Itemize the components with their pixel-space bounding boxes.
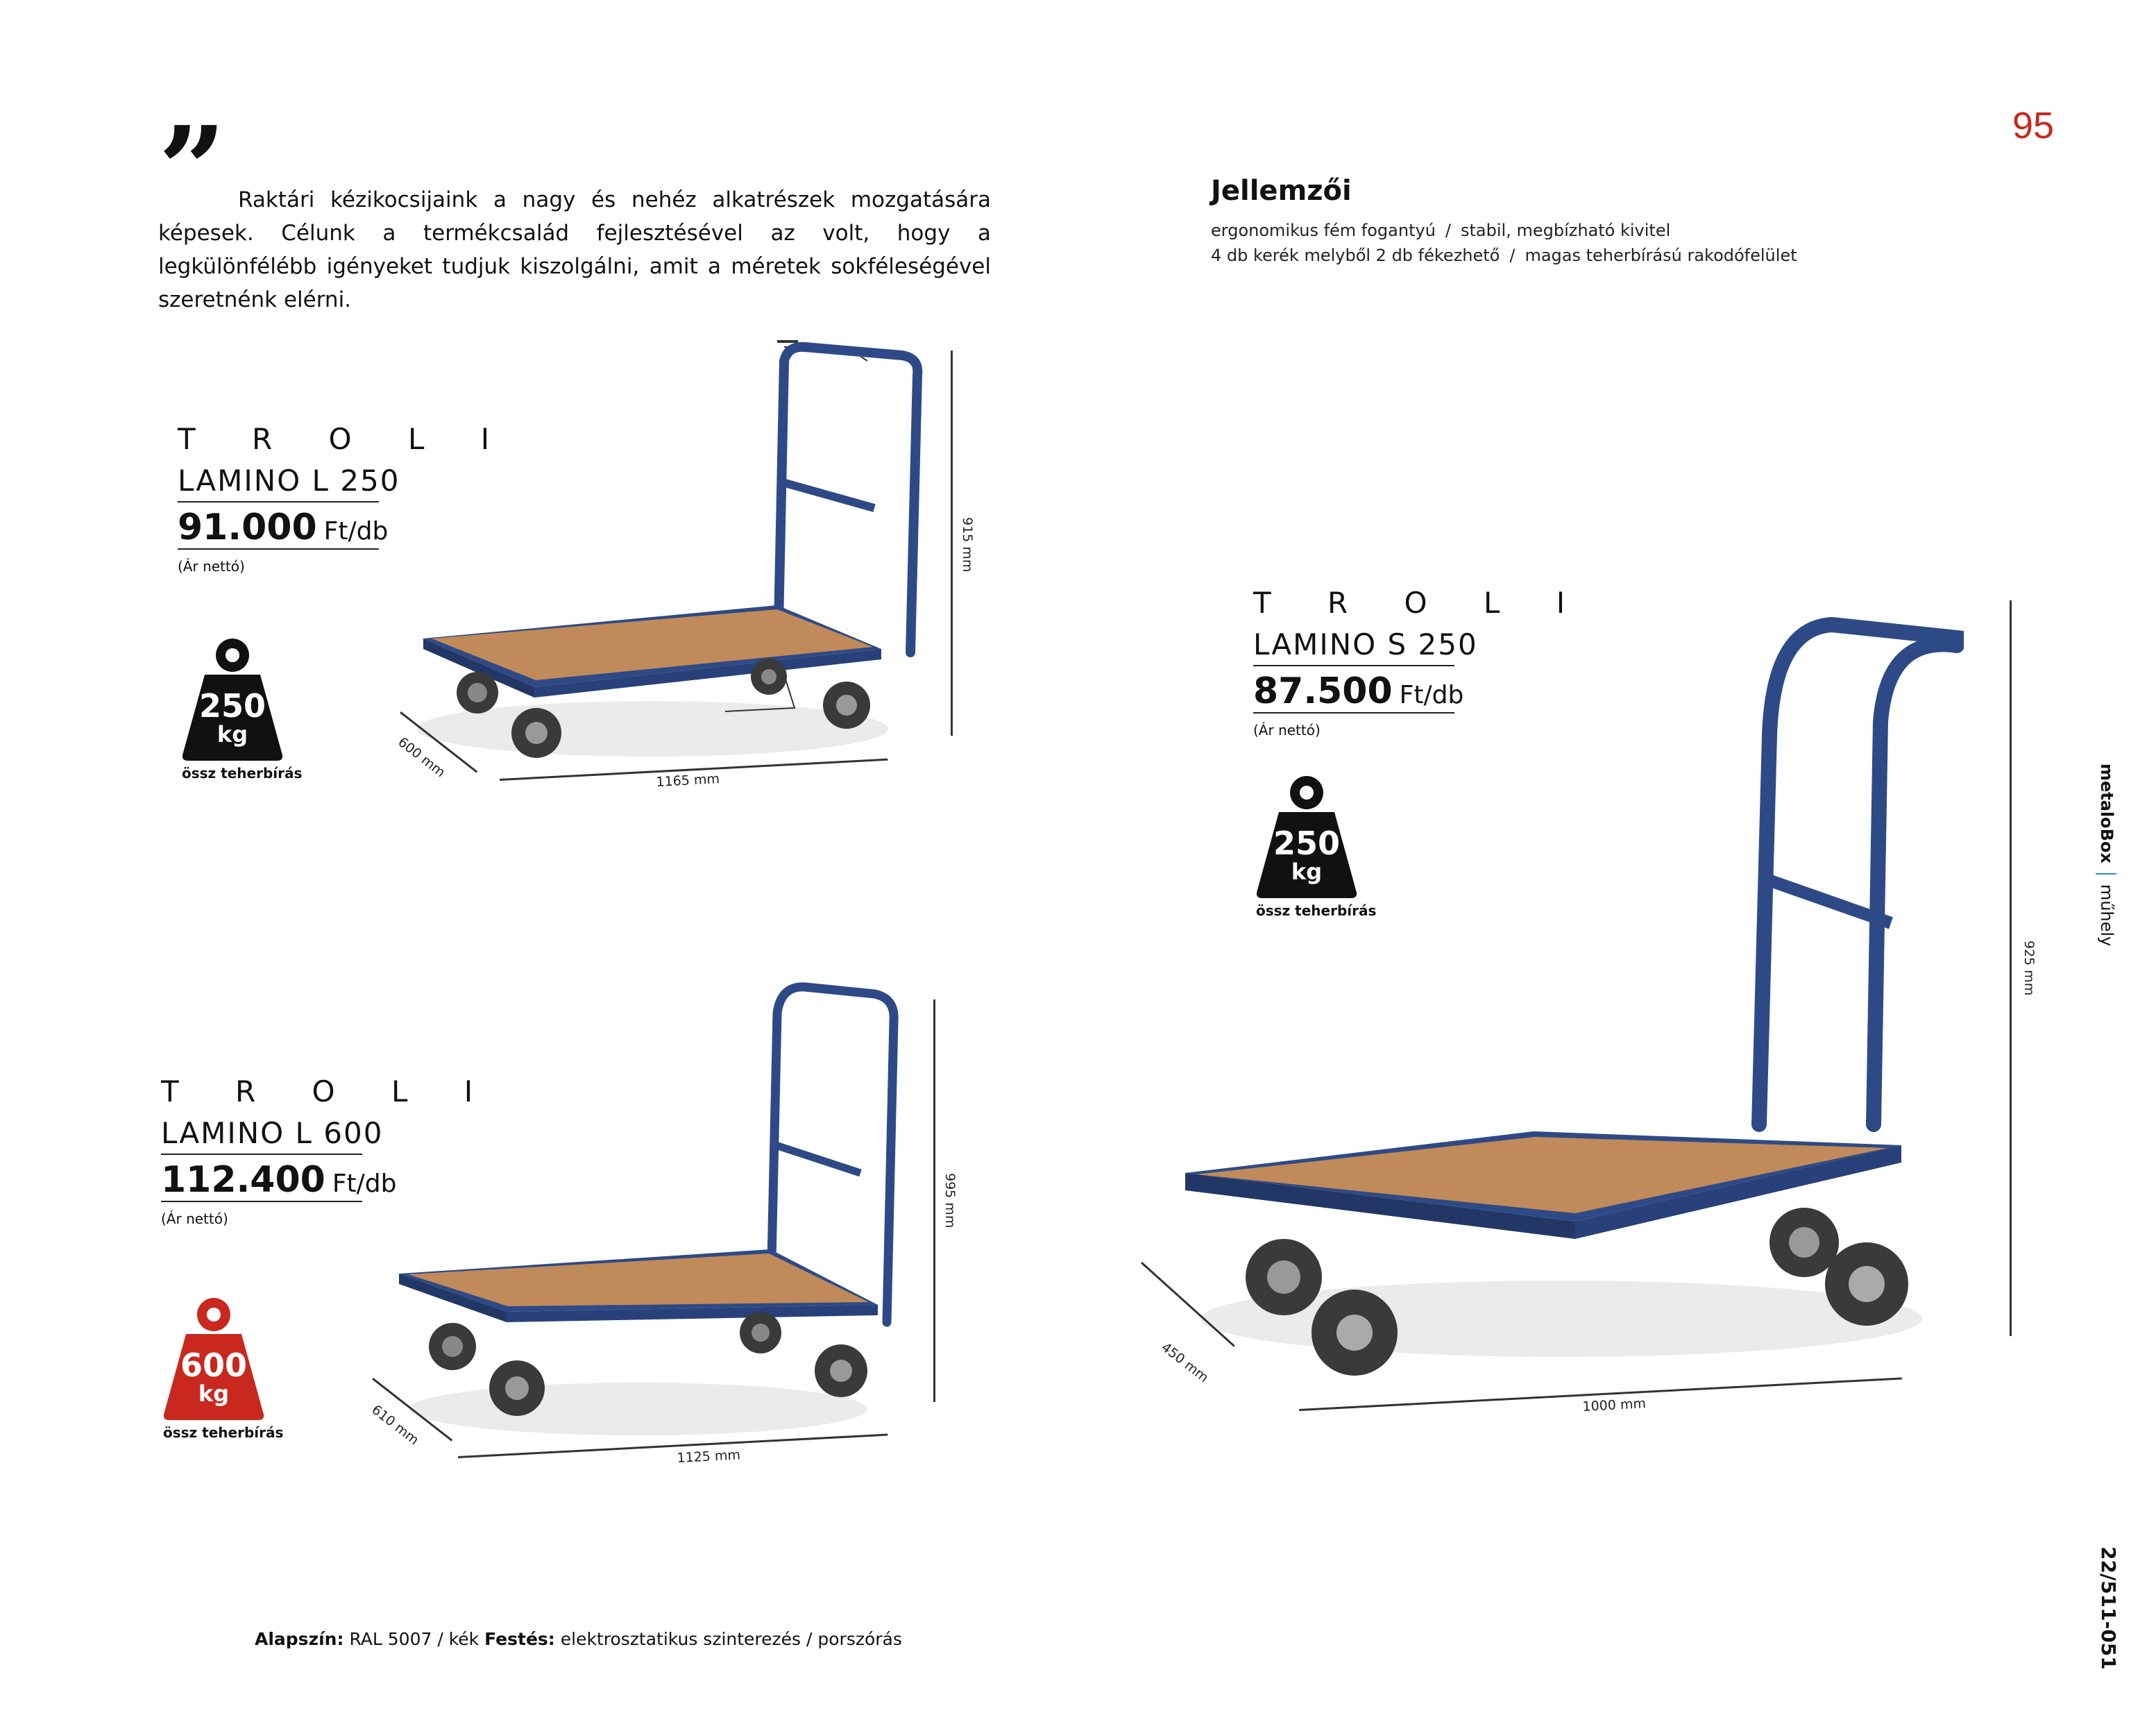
paint-value: elektrosztatikus szinterezés / porszórás [560, 1629, 902, 1649]
base-color-label: Alapszín: [255, 1629, 344, 1649]
weight-caption: össz teherbírás [1256, 902, 1377, 919]
product-model: LAMINO L 600 [161, 1116, 384, 1150]
footer-note [255, 1629, 902, 1649]
price-value: 87.500 [1253, 670, 1393, 712]
height-line [933, 999, 935, 1402]
weight-caption: össz teherbírás [163, 1424, 284, 1441]
weight-value: 250 [198, 687, 266, 725]
height-line [2010, 600, 2012, 1336]
brand-divider [2096, 873, 2116, 875]
product-model: LAMINO S 250 [1253, 627, 1478, 661]
product-label: T R O L I [1253, 586, 1589, 620]
weight-caption: össz teherbírás [182, 765, 303, 782]
dimension-height: 995 mm [942, 1173, 958, 1229]
feature-item: stabil, megbízható kivitel [1461, 221, 1671, 240]
price-value: 112.400 [161, 1159, 325, 1201]
wheel [1246, 1239, 1322, 1315]
product-price [178, 509, 388, 546]
weight-unit: kg [1291, 859, 1323, 885]
intro-text: Raktári kézikocsijaink a nagy és nehéz alkatrészek mozgatására képesek. Célunk a termékcsalád fejlesztésével az volt, hogy a legkülönfélébb igényeket tudjuk kiszolgálni, amit a méretek sokféleségével szeretnénk elérni. [158, 187, 991, 312]
wheel [429, 1323, 476, 1370]
weight-unit: kg [217, 721, 248, 748]
feature-item: magas teherbírású rakodófelület [1525, 246, 1797, 265]
wheel [740, 1312, 781, 1353]
height-line [951, 351, 953, 736]
dimension-length: 1125 mm [677, 1447, 741, 1466]
catalog-code: 22/511-051 [2097, 1546, 2120, 1670]
wheel [1312, 1290, 1398, 1376]
weight-icon [177, 633, 288, 765]
product-label: T R O L I [161, 1074, 497, 1108]
weight-unit: kg [198, 1381, 230, 1407]
product-price [161, 1159, 397, 1201]
dimension-depth: 450 mm [1158, 1340, 1212, 1386]
weight-icon [158, 1292, 269, 1424]
wheel [1825, 1242, 1908, 1326]
product-lamino-l-250 [178, 422, 513, 577]
section-name: műhely [2097, 884, 2116, 947]
side-brand [2096, 763, 2116, 946]
features-line-1 [1211, 221, 1670, 240]
weight-value: 250 [1273, 825, 1341, 862]
price-unit: Ft/db [323, 517, 389, 546]
wheel [511, 708, 561, 758]
wheel [823, 682, 870, 729]
product-model: LAMINO L 250 [178, 464, 400, 498]
page-number: 95 [2012, 105, 2055, 146]
features-line-2 [1211, 246, 1797, 265]
price-value: 91.000 [178, 507, 317, 548]
price-unit: Ft/db [332, 1170, 397, 1198]
trolley-image [389, 333, 958, 791]
feature-item: ergonomikus fém fogantyú [1211, 221, 1436, 240]
price-note: (Ár nettó) [1253, 722, 1321, 738]
dimension-length: 1165 mm [656, 771, 720, 790]
feature-separator: / [1509, 246, 1516, 265]
trolley-image [1173, 597, 1964, 1388]
dimension-depth: 610 mm [368, 1402, 422, 1449]
dimension-height: 915 mm [960, 517, 975, 573]
divider [178, 548, 379, 550]
wheel [815, 1344, 867, 1397]
price-note: (Ár nettó) [161, 1210, 228, 1227]
price-unit: Ft/db [1399, 681, 1464, 709]
intro-paragraph [158, 183, 991, 316]
dimension-height: 925 mm [2021, 940, 2037, 996]
wheel [457, 672, 498, 714]
product-label: T R O L I [178, 422, 513, 456]
divider [161, 1201, 362, 1202]
wheel [751, 659, 787, 695]
price-note: (Ár nettó) [178, 558, 245, 575]
base-color-value: RAL 5007 / kék [349, 1629, 479, 1649]
wheel [489, 1360, 545, 1416]
dimension-length: 1000 mm [1582, 1396, 1647, 1415]
divider [161, 1154, 362, 1155]
paint-label: Festés: [484, 1629, 555, 1649]
quote-mark-icon: ” [158, 101, 226, 239]
divider [178, 501, 379, 503]
wheel [1769, 1208, 1839, 1277]
brand-name: metaloBox [2097, 763, 2116, 863]
dimension-depth: 600 mm [395, 734, 448, 781]
weight-value: 600 [180, 1347, 248, 1384]
product-lamino-l-600 [161, 1074, 497, 1230]
feature-item: 4 db kerék melyből 2 db fékezhető [1211, 246, 1500, 265]
features-title: Jellemzői [1211, 175, 1352, 207]
trolley-image [375, 972, 930, 1458]
feature-separator: / [1445, 221, 1451, 240]
